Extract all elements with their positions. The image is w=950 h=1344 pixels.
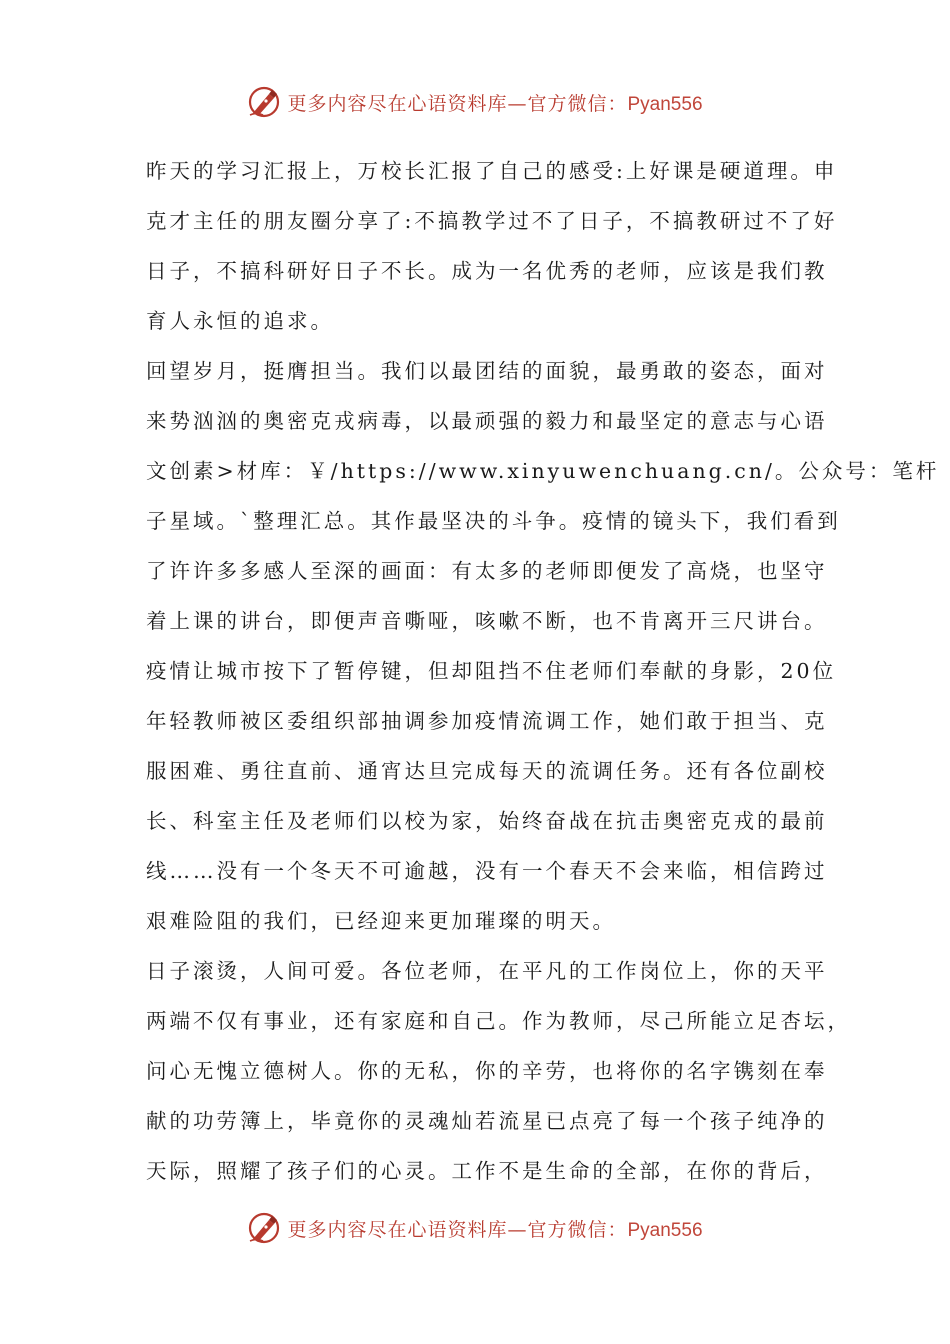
- body-line: 日子，不搞科研好日子不长。成为一名优秀的老师，应该是我们教: [146, 259, 828, 283]
- body-line: 问心无愧立德树人。你的无私，你的辛劳，也将你的名字镌刻在奉: [146, 1059, 828, 1083]
- body-line: 克才主任的朋友圈分享了:不搞教学过不了日子，不搞教研过不了好: [146, 209, 838, 233]
- body-line: 长、科室主任及老师们以校为家，始终奋战在抗击奥密克戎的最前: [146, 809, 828, 833]
- body-line: 昨天的学习汇报上，万校长汇报了自己的感受:上好课是硬道理。申: [146, 159, 838, 183]
- page-header-banner: [0, 82, 950, 122]
- body-line: 献的功劳簿上，毕竟你的灵魂灿若流星已点亮了每一个孩子纯净的: [146, 1109, 828, 1133]
- body-line: 子星域。`整理汇总。其作最坚决的斗争。疫情的镜头下，我们看到: [146, 509, 841, 533]
- body-line: 了许许多多感人至深的画面：有太多的老师即便发了高烧，也坚守: [146, 559, 828, 583]
- header-wechat-id: Pyan556: [627, 93, 703, 115]
- body-line: 育人永恒的追求。: [146, 309, 334, 333]
- body-line: 线……没有一个冬天不可逾越，没有一个春天不会来临，相信跨过: [146, 859, 828, 883]
- body-line: 疫情让城市按下了暂停键，但却阻挡不住老师们奉献的身影，20位: [146, 659, 837, 683]
- body-line: 两端不仅有事业，还有家庭和自己。作为教师，尽己所能立足杏坛，: [146, 1009, 851, 1033]
- footer-text: 更多内容尽在心语资料库—官方微信：Pyan556: [287, 1218, 703, 1241]
- page-footer-banner: [0, 1208, 950, 1248]
- pen-nib-logo-icon: [247, 85, 281, 119]
- footer-wechat-id: Pyan556: [627, 1219, 703, 1241]
- document-body: [146, 146, 940, 1196]
- body-line: 年轻教师被区委组织部抽调参加疫情流调工作，她们敢于担当、克: [146, 709, 828, 733]
- body-line: 来势汹汹的奥密克戎病毒，以最顽强的毅力和最坚定的意志与心语: [146, 409, 828, 433]
- body-line: 天际，照耀了孩子们的心灵。工作不是生命的全部，在你的背后，: [146, 1159, 828, 1183]
- pen-nib-logo-icon: [247, 1211, 281, 1245]
- header-text: 更多内容尽在心语资料库—官方微信：Pyan556: [287, 92, 703, 115]
- body-line: 回望岁月，挺膺担当。我们以最团结的面貌，最勇敢的姿态，面对: [146, 359, 828, 383]
- body-line: 着上课的讲台，即便声音嘶哑，咳嗽不断，也不肯离开三尺讲台。: [146, 609, 828, 633]
- body-line: 艰难险阻的我们，已经迎来更加璀璨的明天。: [146, 909, 616, 933]
- body-line: 文创素>材库：￥/https://www.xinyuwenchuang.cn/。公众号：笔杆: [146, 459, 940, 483]
- body-line: 服困难、勇往直前、通宵达旦完成每天的流调任务。还有各位副校: [146, 759, 828, 783]
- body-line: 日子滚烫，人间可爱。各位老师，在平凡的工作岗位上，你的天平: [146, 959, 828, 983]
